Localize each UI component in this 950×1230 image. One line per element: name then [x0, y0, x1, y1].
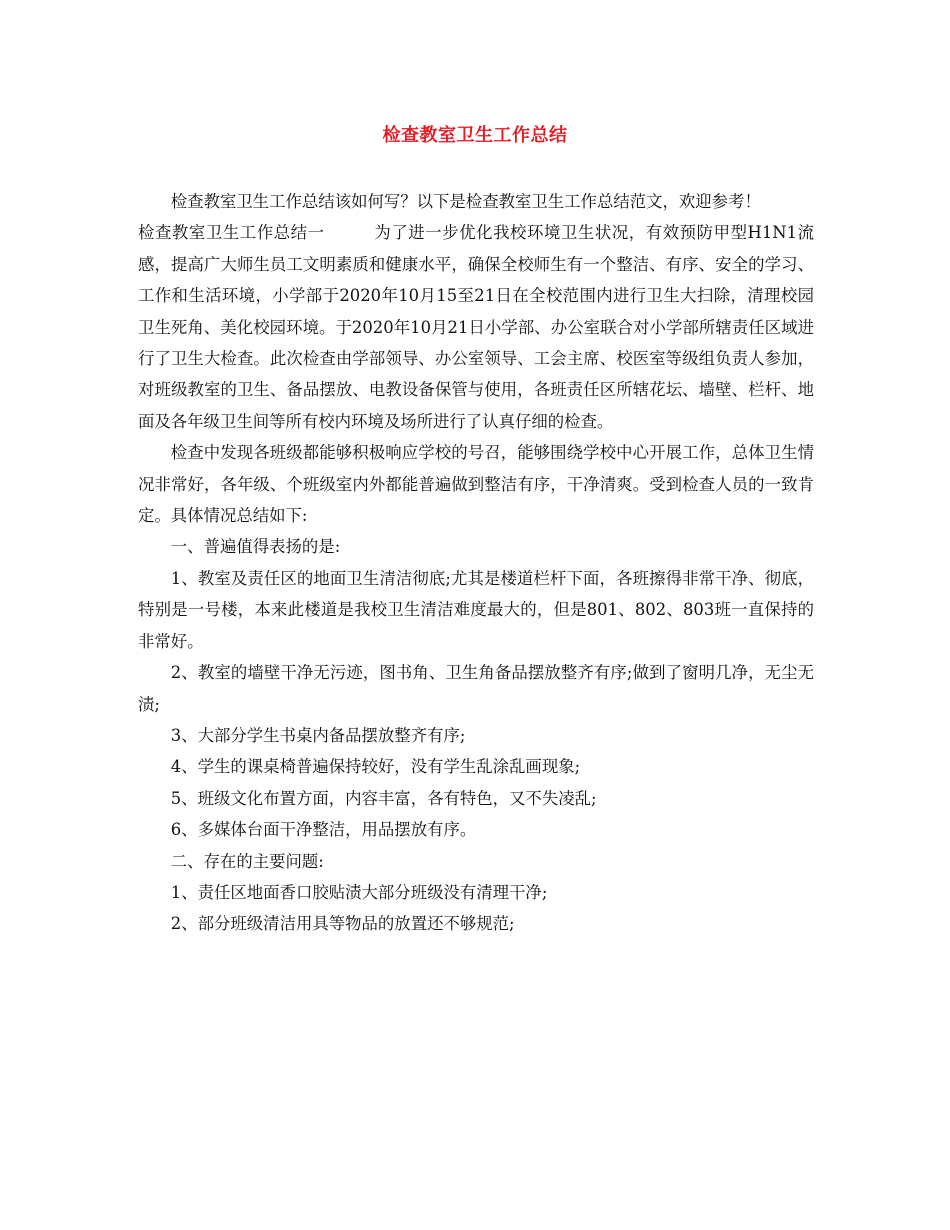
- problem-item-2: 2、部分班级清洁用具等物品的放置还不够规范;: [170, 914, 515, 934]
- summary-paragraph: 检查中发现各班级都能够积极响应学校的号召，能够围绕学校中心开展工作，总体卫生情况非常好，各年级、个班级室内外都能普遍做到整洁有序，干净清爽。受到检查人员的一致肯定。具体情况总结如下:: [138, 443, 814, 526]
- intro-paragraph: 检查教室卫生工作总结该如何写？以下是检查教室卫生工作总结范文，欢迎参考！: [170, 192, 761, 211]
- praise-item-6: 6、多媒体台面干净整洁，用品摆放有序。: [170, 820, 477, 840]
- section-heading: 检查教室卫生工作总结一: [138, 223, 325, 243]
- document-title: 检查教室卫生工作总结: [382, 125, 568, 146]
- praise-item-4: 4、学生的课桌椅普遍保持较好，没有学生乱涂乱画现象;: [170, 757, 581, 777]
- praise-heading: 一、普遍值得表扬的是:: [170, 537, 341, 557]
- problem-item-1: 1、责任区地面香口胶贴渍大部分班级没有清理干净;: [170, 882, 548, 902]
- document-body: [138, 186, 814, 940]
- praise-item-2: 2、教室的墙壁干净无污迹，图书角、卫生角备品摆放整齐有序;做到了窗明几净，无尘无渍;: [138, 663, 814, 714]
- section-one-paragraph: [138, 217, 814, 437]
- praise-item-3: 3、大部分学生书桌内备品摆放整齐有序;: [170, 725, 466, 745]
- section-body: 为了进一步优化我校环境卫生状况，有效预防甲型H1N1流感，提高广大师生员工文明素质和健康水平，确保全校师生有一个整洁、有序、安全的学习、工作和生活环境，小学部于2020年10月15至21日在全校范围内进行卫生大扫除，清理校园卫生死角、美化校园环境。于2020年10月21日小学部、办公室联合对小学部所辖责任区域进行了卫生大检查。此次检查由学部领导、办公室领导、工会主席、校医室等级组负责人参加，对班级教室的卫生、备品摆放、电教设备保管与使用，各班责任区所辖花坛、墙壁、栏杆、地面及各年级卫生间等所有校内环境及场所进行了认真仔细的检查。: [138, 223, 814, 431]
- praise-item-5: 5、班级文化布置方面，内容丰富，各有特色，又不失凌乱;: [170, 788, 597, 808]
- problems-heading: 二、存在的主要问题:: [170, 851, 324, 871]
- praise-item-1: 1、教室及责任区的地面卫生清洁彻底;尤其是楼道栏杆下面，各班擦得非常干净、彻底，特别是一号楼，本来此楼道是我校卫生清洁难度最大的，但是801、802、803班一直保持的非常好。: [138, 568, 814, 651]
